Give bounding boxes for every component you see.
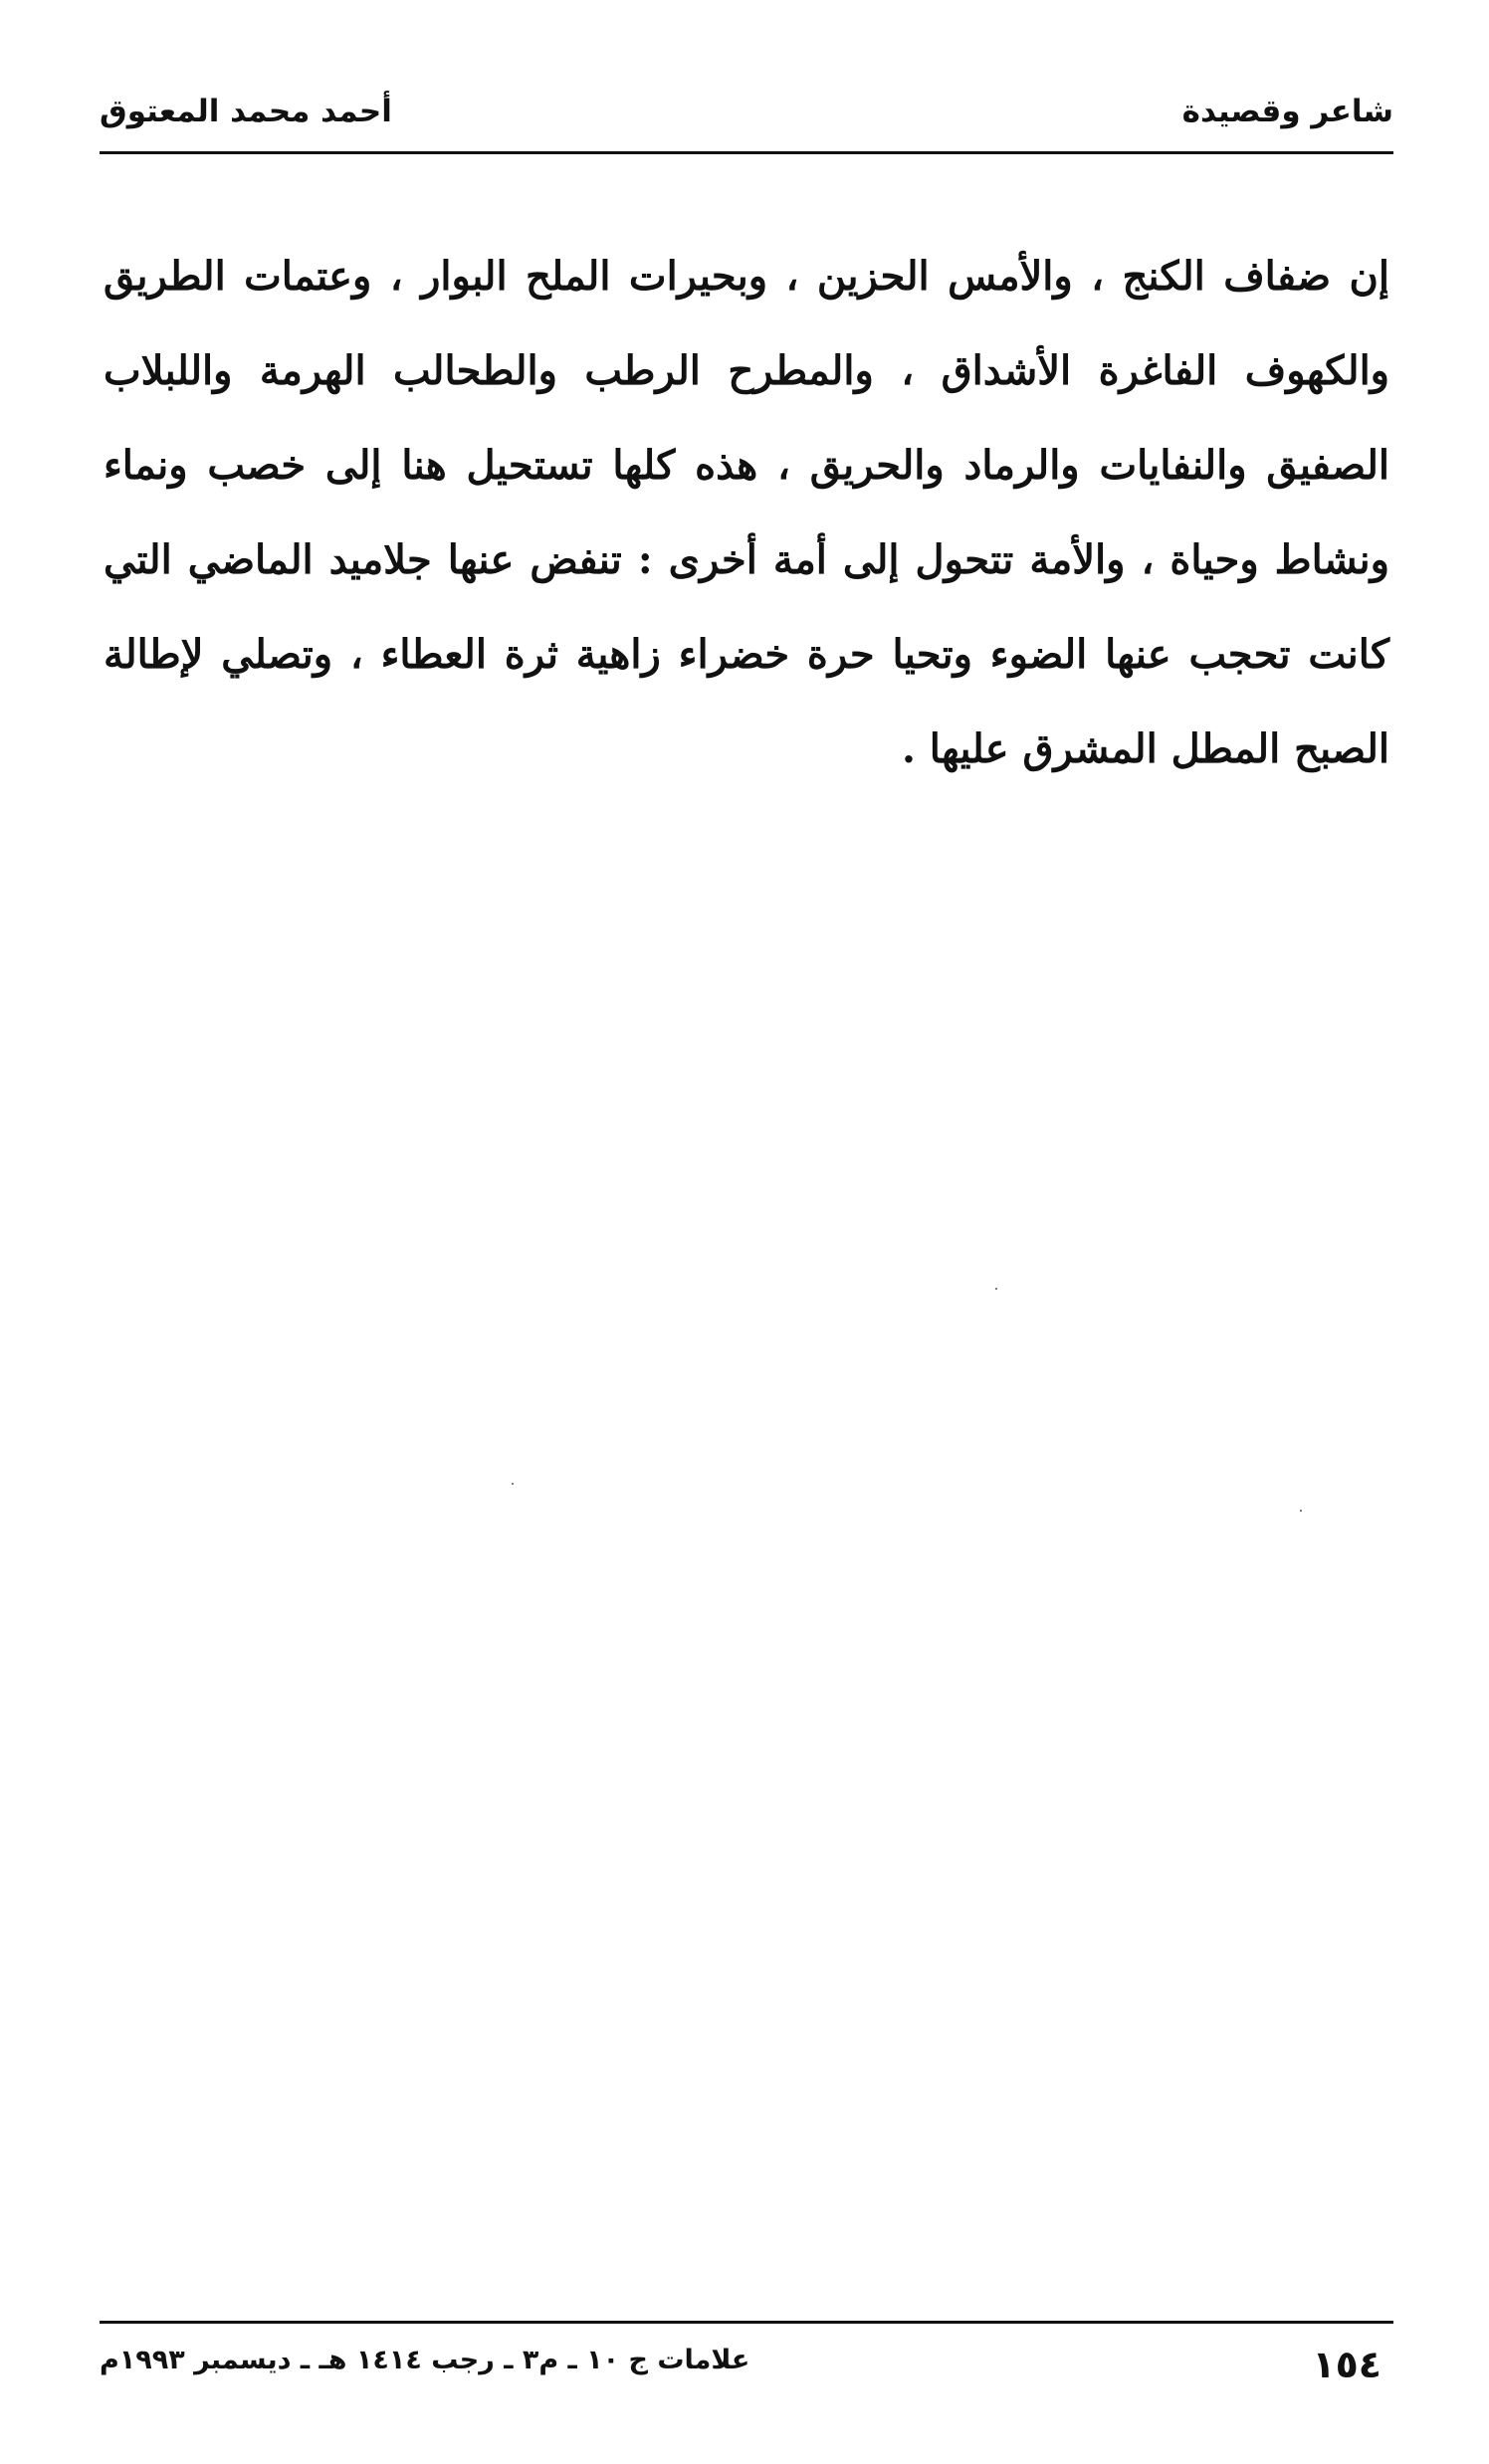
page-number: ١٥٤	[1312, 2343, 1382, 2386]
scan-speck	[512, 1483, 514, 1485]
journal-citation: علامات ج ١٠ ـ م٣ ـ رجب ١٤١٤ هـ ـ ديسمبر ١٩٩٣م	[100, 2345, 750, 2375]
running-header	[100, 84, 1393, 153]
scan-speck	[995, 1288, 997, 1290]
page-footer	[100, 2329, 1393, 2408]
body-paragraph: إن ضفاف الكنج ، والأمس الحزين ، وبحيرات الملح البوار ، وعتمات الطريق والكهوف الفاغرة الأشداق ، والمطرح الرطب والطحالب الهرمة واللبلاب الصفيق والنفايات والرماد والحريق ، هذه كلها تستحيل هنا إلى خصب ونماء ونشاط وحياة ، والأمة تتحول إلى أمة أخرى : تنفض عنها جلاميد الماضي التي كانت تحجب عنها الضوء وتحيا حرة خضراء زاهية ثرة العطاء ، وتصلي لإطالة الصبح المطل المشرق عليها .	[104, 253, 1389, 772]
section-title: شاعر وقصيدة	[1181, 94, 1393, 129]
footer-divider	[100, 2321, 1393, 2324]
header-divider	[100, 151, 1393, 154]
scan-speck	[1300, 1510, 1302, 1512]
author-name: أحمد محمد المعتوق	[100, 94, 392, 129]
